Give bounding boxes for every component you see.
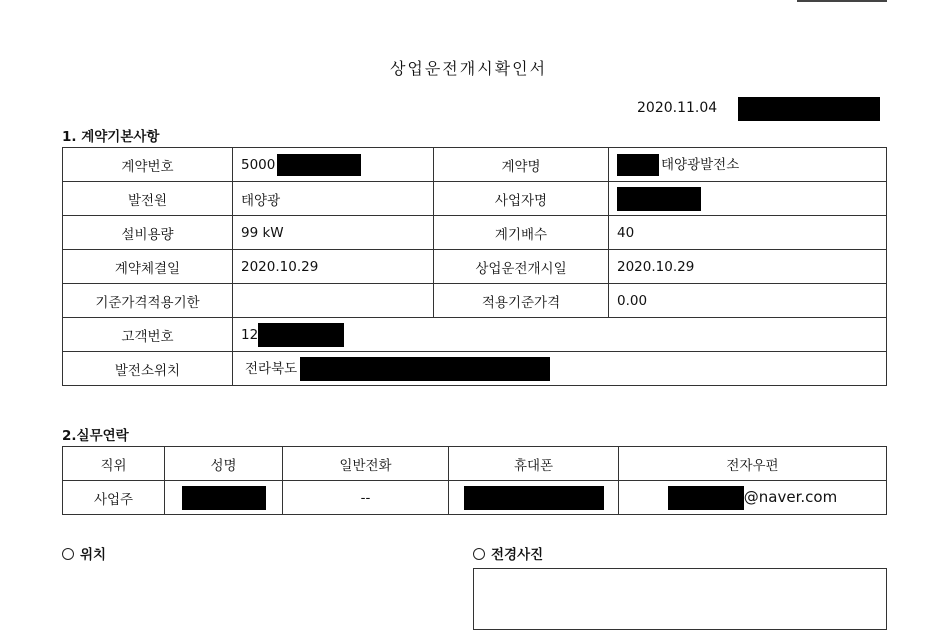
contact-name: [165, 481, 283, 515]
location-heading: 위치: [62, 543, 106, 563]
header-email: 전자우편: [619, 447, 887, 481]
label-plant-location: 발전소위치: [63, 352, 233, 386]
label-meter-multiplier: 계기배수: [434, 216, 609, 250]
redacted-block: [182, 486, 266, 510]
value-contract-date: 2020.10.29: [233, 250, 434, 284]
redacted-block: [668, 486, 744, 510]
value-base-price-deadline: [233, 284, 434, 318]
photo-frame: [473, 568, 887, 630]
table-row: [63, 182, 887, 216]
section1-heading: 1. 계약기본사항: [62, 129, 160, 145]
value-contract-no: 5000: [233, 148, 434, 182]
header-position: 직위: [63, 447, 165, 481]
value-customer-no: 12: [233, 318, 887, 352]
value-applied-base-price: 0.00: [609, 284, 887, 318]
issue-date: 2020.11.04: [637, 100, 718, 116]
contact-mobile: [449, 481, 619, 515]
table-row: [63, 216, 887, 250]
label-contract-no: 계약번호: [63, 148, 233, 182]
circle-bullet-icon: [62, 548, 74, 560]
contact-email: @naver.com: [619, 481, 887, 515]
table-row: [63, 148, 887, 182]
value-plant-location: 전라북도: [233, 352, 887, 386]
contact-position: 사업주: [63, 481, 165, 515]
circle-bullet-icon: [473, 548, 485, 560]
header-mobile: 휴대폰: [449, 447, 619, 481]
table-row: [63, 318, 887, 352]
section2-heading: 2.실무연락: [62, 428, 129, 444]
table-row: [63, 284, 887, 318]
header-name: 성명: [165, 447, 283, 481]
redacted-block: [464, 486, 604, 510]
redacted-block: [300, 357, 550, 381]
table-row: [63, 481, 887, 515]
value-source: 태양광: [233, 182, 434, 216]
header-mark-line: [797, 0, 887, 2]
photo-heading: 전경사진: [473, 543, 543, 563]
redacted-block: [277, 154, 361, 176]
table-row: [63, 250, 887, 284]
label-contract-name: 계약명: [434, 148, 609, 182]
redacted-block: [617, 187, 701, 211]
label-contract-date: 계약체결일: [63, 250, 233, 284]
label-capacity: 설비용량: [63, 216, 233, 250]
table-header-row: [63, 447, 887, 481]
label-business-name: 사업자명: [434, 182, 609, 216]
redacted-block: [738, 97, 880, 121]
label-applied-base-price: 적용기준가격: [434, 284, 609, 318]
label-customer-no: 고객번호: [63, 318, 233, 352]
value-business-name: [609, 182, 887, 216]
document-title: 상업운전개시확인서: [389, 59, 548, 78]
label-operation-start: 상업운전개시일: [434, 250, 609, 284]
contact-phone: --: [283, 481, 449, 515]
value-meter-multiplier: 40: [609, 216, 887, 250]
value-contract-name: 태양광발전소: [609, 148, 887, 182]
header-phone: 일반전화: [283, 447, 449, 481]
contact-table: [62, 446, 887, 515]
redacted-block: [617, 154, 659, 176]
table-row: [63, 352, 887, 386]
contract-basic-table: [62, 147, 887, 386]
value-capacity: 99 kW: [233, 216, 434, 250]
label-source: 발전원: [63, 182, 233, 216]
value-operation-start: 2020.10.29: [609, 250, 887, 284]
redacted-block: [258, 323, 344, 347]
label-base-price-deadline: 기준가격적용기한: [63, 284, 233, 318]
